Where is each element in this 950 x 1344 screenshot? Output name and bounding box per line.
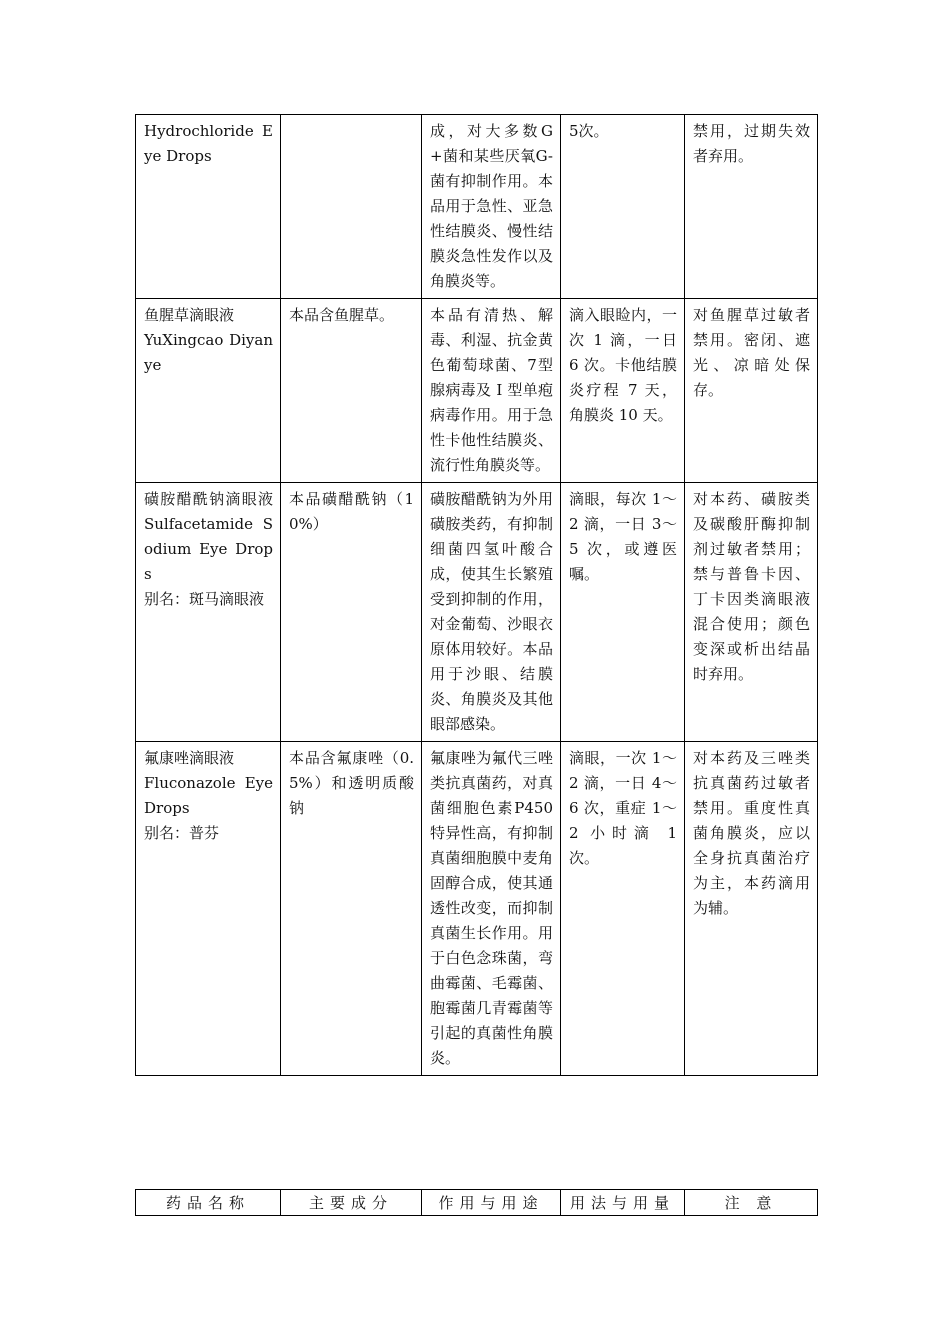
notes-cell: 对鱼腥草过敏者禁用。密闭、遮光、凉暗处保存。 bbox=[685, 299, 818, 483]
usage-cell: 5次。 bbox=[561, 115, 685, 299]
notes-cell: 对本药、磺胺类及碳酸肝酶抑制剂过敏者禁用；禁与普鲁卡因、丁卡因类滴眼液混合使用；颜色变深或析出结晶时弃用。 bbox=[685, 483, 818, 742]
ingredient-cell: 本品含氟康唑（0.5%）和透明质酸钠 bbox=[281, 742, 422, 1076]
drug-name-line: YuXingcao Diyanye bbox=[144, 331, 273, 374]
drug-name-line: 氟康唑滴眼液 bbox=[144, 749, 235, 767]
usage-cell: 滴入眼睑内，一次 1 滴，一日 6 次。卡他结膜炎疗程 7 天，角膜炎 10 天。 bbox=[561, 299, 685, 483]
action-cell: 氟康唑为氟代三唑类抗真菌药，对真菌细胞色素P450特异性高，有抑制真菌细胞膜中麦角固醇合成，使其通透性改变，而抑制真菌生长作用。用于白色念珠菌，弯曲霉菌、毛霉菌、胞霉菌几青霉菌等引起的真菌性角膜炎。 bbox=[422, 742, 561, 1076]
usage-cell: 滴眼，每次 1～2 滴，一日 3～5 次，或遵医嘱。 bbox=[561, 483, 685, 742]
drug-name-line: 磺胺醋酰钠滴眼液 Sulfacetamide Sodium Eye Drops bbox=[144, 490, 273, 583]
header-action: 作用与用途 bbox=[422, 1190, 561, 1216]
ingredient-cell bbox=[281, 115, 422, 299]
action-cell: 磺胺醋酰钠为外用磺胺类药，有抑制细菌四氢叶酸合成，使其生长繁殖受到抑制的作用，对金葡萄、沙眼衣原体用较好。本品用于沙眼、结膜炎、角膜炎及其他眼部感染。 bbox=[422, 483, 561, 742]
table-row bbox=[136, 483, 818, 742]
ingredient-cell: 本品磺醋酰钠（10%） bbox=[281, 483, 422, 742]
drug-name-cell bbox=[136, 115, 281, 299]
drug-name-cell bbox=[136, 742, 281, 1076]
notes-cell: 对本药及三唑类抗真菌药过敏者禁用。重度性真菌角膜炎，应以全身抗真菌治疗为主，本药滴用为辅。 bbox=[685, 742, 818, 1076]
header-usage: 用法与用量 bbox=[561, 1190, 685, 1216]
drug-name-line: 别名：普芬 bbox=[144, 824, 220, 842]
drug-name-line: 别名：斑马滴眼液 bbox=[144, 590, 265, 608]
table-row bbox=[136, 115, 818, 299]
action-cell: 成，对大多数G+菌和某些厌氧G-菌有抑制作用。本品用于急性、亚急性结膜炎、慢性结膜炎急性发作以及角膜炎等。 bbox=[422, 115, 561, 299]
drug-name-cell bbox=[136, 299, 281, 483]
ingredient-cell: 本品含鱼腥草。 bbox=[281, 299, 422, 483]
column-header-table bbox=[135, 1189, 818, 1216]
action-cell: 本品有清热、解毒、利湿、抗金黄色葡萄球菌、7型腺病毒及 I 型单疱病毒作用。用于急性卡他性结膜炎、流行性角膜炎等。 bbox=[422, 299, 561, 483]
table-row bbox=[136, 742, 818, 1076]
usage-cell: 滴眼，一次 1～2 滴，一日 4～6 次，重症 1～2 小时滴 1 次。 bbox=[561, 742, 685, 1076]
drug-name-line: Fluconazole Eye Drops bbox=[144, 774, 273, 817]
drug-name-line: 鱼腥草滴眼液 bbox=[144, 306, 235, 324]
notes-cell: 禁用，过期失效者弃用。 bbox=[685, 115, 818, 299]
drug-name-line: Hydrochloride Eye Drops bbox=[144, 122, 273, 165]
table-row bbox=[136, 299, 818, 483]
drug-name-cell bbox=[136, 483, 281, 742]
header-row bbox=[136, 1190, 818, 1216]
header-notes: 注 意 bbox=[685, 1190, 818, 1216]
drug-table bbox=[135, 114, 818, 1076]
header-drug-name: 药品名称 bbox=[136, 1190, 281, 1216]
header-ingredient: 主要成分 bbox=[281, 1190, 422, 1216]
